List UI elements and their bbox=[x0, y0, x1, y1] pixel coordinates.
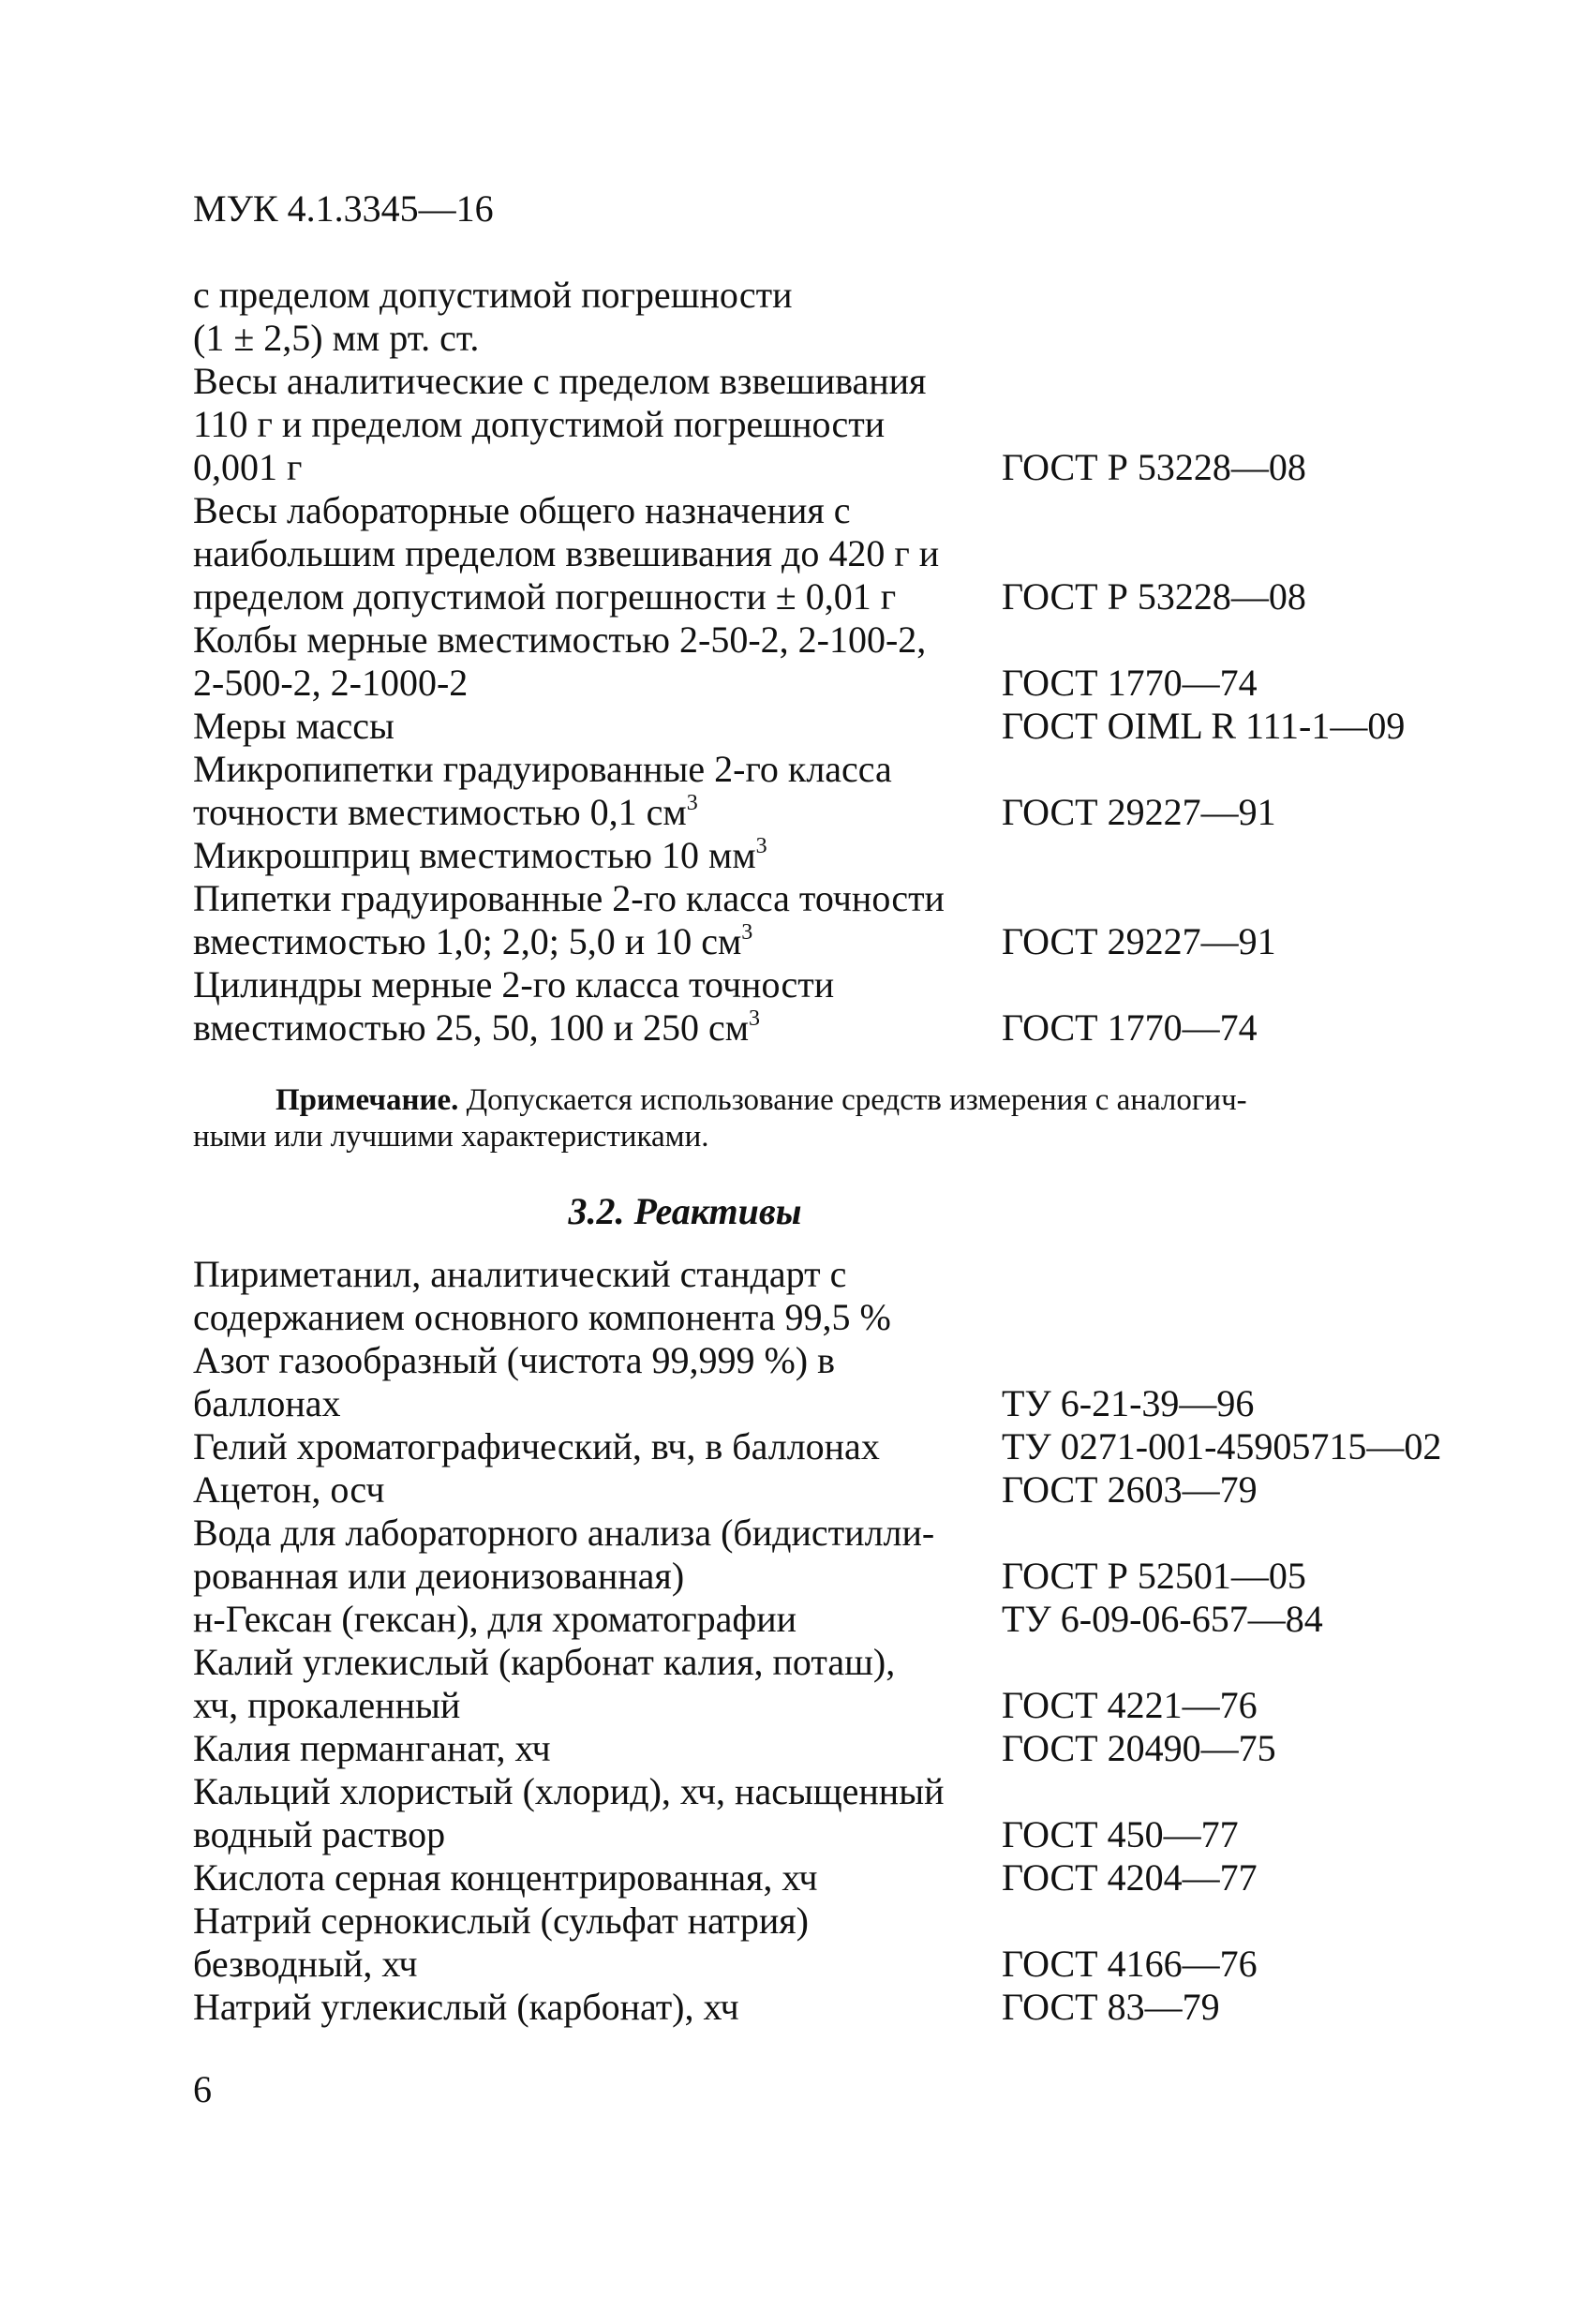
reagent-row-text bbox=[193, 1296, 891, 1339]
reagent-row-label: н-Гексан (гексан), для хроматографии bbox=[193, 1598, 797, 1640]
instrument-row-text bbox=[193, 920, 752, 963]
reagent-row bbox=[193, 1555, 1458, 1598]
reagent-row bbox=[193, 1425, 1458, 1468]
instrument-row-label: вместимостью 1,0; 2,0; 5,0 и 10 см bbox=[193, 920, 742, 962]
instrument-row bbox=[193, 1006, 1458, 1050]
reagent-row-text bbox=[193, 1856, 818, 1899]
reagent-row-label: Натрий углекислый (карбонат), хч bbox=[193, 1986, 739, 2028]
instrument-row bbox=[193, 834, 1458, 877]
instrument-row bbox=[193, 317, 1458, 360]
instrument-row bbox=[193, 274, 1458, 317]
note-label: Примечание. bbox=[275, 1083, 459, 1117]
reagent-row-standard-ref: ГОСТ 4166—76 bbox=[1002, 1943, 1258, 1985]
instrument-row bbox=[193, 920, 1458, 963]
superscript: 3 bbox=[686, 791, 698, 815]
reagent-row-text bbox=[193, 1253, 846, 1296]
instrument-row-label: 2-500-2, 2-1000-2 bbox=[193, 662, 469, 704]
reagents-list bbox=[193, 1253, 1458, 2029]
reagent-row-text bbox=[193, 1512, 934, 1555]
reagent-row bbox=[193, 1296, 1458, 1339]
instrument-row-label: вместимостью 25, 50, 100 и 250 см bbox=[193, 1006, 750, 1049]
reagent-row-text bbox=[193, 1598, 796, 1641]
instrument-row-label: 110 г и пределом допустимой погрешности bbox=[193, 403, 886, 445]
instrument-row-label: Микрошприц вместимостью 10 мм bbox=[193, 834, 756, 876]
instrument-row-text bbox=[193, 489, 851, 532]
instrument-row bbox=[193, 575, 1458, 618]
instrument-row-text bbox=[193, 662, 468, 705]
instrument-row-label: Меры массы bbox=[193, 705, 395, 747]
reagent-row-label: Ацетон, осч bbox=[193, 1468, 385, 1511]
reagent-row-text bbox=[193, 1943, 418, 1986]
reagent-row-label: содержанием основного компонента 99,5 % bbox=[193, 1296, 891, 1338]
reagent-row-label: Пириметанил, аналитический стандарт с bbox=[193, 1253, 847, 1295]
reagent-row bbox=[193, 1598, 1458, 1641]
reagent-row bbox=[193, 1899, 1458, 1943]
reagent-row-text bbox=[193, 1899, 809, 1943]
instrument-row-standard-ref: ГОСТ Р 53228—08 bbox=[1002, 446, 1306, 488]
instrument-row-text bbox=[193, 532, 939, 575]
instrument-row-text bbox=[193, 403, 885, 446]
reagent-row bbox=[193, 1641, 1458, 1684]
section-title: 3.2. Реактивы bbox=[568, 1190, 802, 1232]
reagent-row bbox=[193, 1684, 1458, 1727]
reagent-row-standard-ref: ГОСТ 4221—76 bbox=[1002, 1684, 1258, 1726]
reagent-row-text bbox=[193, 1468, 384, 1512]
reagent-row bbox=[193, 1339, 1458, 1382]
instrument-row-standard-ref: ГОСТ 1770—74 bbox=[1002, 1006, 1258, 1049]
reagent-row-standard-ref: ГОСТ Р 52501—05 bbox=[1002, 1555, 1306, 1597]
reagent-row-text bbox=[193, 1727, 551, 1770]
instrument-row-text bbox=[193, 705, 395, 748]
reagent-row bbox=[193, 1856, 1458, 1899]
reagent-row-standard-ref: ГОСТ 4204—77 bbox=[1002, 1856, 1258, 1899]
instrument-row bbox=[193, 748, 1458, 791]
superscript: 3 bbox=[749, 1006, 761, 1031]
reagent-row-label: Калий углекислый (карбонат калия, поташ), bbox=[193, 1641, 896, 1683]
instrument-row-text bbox=[193, 1006, 760, 1050]
instrument-row-text bbox=[193, 748, 892, 791]
reagent-row bbox=[193, 1382, 1458, 1425]
reagent-row-text bbox=[193, 1382, 341, 1425]
reagent-row-text bbox=[193, 1684, 460, 1727]
instrument-row-text bbox=[193, 618, 926, 662]
instrument-row-label: точности вместимостью 0,1 см bbox=[193, 791, 687, 833]
instrument-row-label: Пипетки градуированные 2-го класса точности bbox=[193, 877, 945, 919]
reagent-row-label: Кислота серная концентрированная, хч bbox=[193, 1856, 818, 1899]
instrument-row-label: 0,001 г bbox=[193, 446, 303, 488]
reagent-row-label: рованная или деионизованная) bbox=[193, 1555, 685, 1597]
reagent-row-standard-ref: ГОСТ 83—79 bbox=[1002, 1986, 1220, 2028]
reagent-row-label: водный раствор bbox=[193, 1813, 446, 1855]
instrument-row-text bbox=[193, 360, 926, 403]
reagent-row-text bbox=[193, 1555, 684, 1598]
reagent-row bbox=[193, 1468, 1458, 1512]
reagent-row-label: хч, прокаленный bbox=[193, 1684, 461, 1726]
instrument-row-text bbox=[193, 274, 793, 317]
note-line-1 bbox=[193, 1082, 1247, 1119]
note-line-2: ными или лучшими характеристиками. bbox=[193, 1120, 709, 1154]
instrument-row bbox=[193, 877, 1458, 920]
instrument-row-label: Колбы мерные вместимостью 2-50-2, 2-100-2, bbox=[193, 618, 927, 661]
instruments-list bbox=[193, 274, 1458, 1050]
instrument-row-text bbox=[193, 877, 945, 920]
instrument-row-text bbox=[193, 317, 479, 360]
reagent-row-label: баллонах bbox=[193, 1382, 341, 1424]
instrument-row-label: Цилиндры мерные 2-го класса точности bbox=[193, 963, 835, 1006]
reagent-row-text bbox=[193, 1641, 895, 1684]
reagent-row bbox=[193, 1986, 1458, 2029]
reagent-row bbox=[193, 1813, 1458, 1856]
instrument-row-label: наибольшим пределом взвешивания до 420 г и bbox=[193, 532, 940, 574]
reagent-row-standard-ref: ГОСТ 20490—75 bbox=[1002, 1727, 1276, 1769]
instrument-row-text bbox=[193, 791, 698, 834]
reagent-row-label: Азот газообразный (чистота 99,999 %) в bbox=[193, 1339, 835, 1381]
reagent-row-label: безводный, хч bbox=[193, 1943, 418, 1985]
reagent-row-standard-ref: ГОСТ 450—77 bbox=[1002, 1813, 1239, 1855]
reagent-row-text bbox=[193, 1770, 944, 1813]
reagent-row bbox=[193, 1727, 1458, 1770]
instrument-row-standard-ref: ГОСТ OIML R 111-1—09 bbox=[1002, 705, 1406, 747]
reagent-row bbox=[193, 1770, 1458, 1813]
instrument-row bbox=[193, 618, 1458, 662]
reagent-row-standard-ref: ГОСТ 2603—79 bbox=[1002, 1468, 1258, 1511]
instrument-row-text bbox=[193, 575, 896, 618]
reagent-row-standard-ref: ТУ 6-21-39—96 bbox=[1002, 1382, 1255, 1424]
page-number: 6 bbox=[193, 2068, 212, 2110]
reagent-row bbox=[193, 1943, 1458, 1986]
instrument-row-label: Весы аналитические с пределом взвешивания bbox=[193, 360, 927, 402]
instrument-row bbox=[193, 963, 1458, 1006]
reagent-row-label: Гелий хроматографический, вч, в баллонах bbox=[193, 1425, 880, 1467]
instrument-row-text bbox=[193, 446, 302, 489]
reagent-row-label: Натрий сернокислый (сульфат натрия) bbox=[193, 1899, 809, 1942]
reagent-row-standard-ref: ТУ 6-09-06-657—84 bbox=[1002, 1598, 1323, 1640]
instrument-row-standard-ref: ГОСТ 1770—74 bbox=[1002, 662, 1258, 704]
instrument-row bbox=[193, 791, 1458, 834]
reagent-row-text bbox=[193, 1425, 880, 1468]
superscript: 3 bbox=[755, 834, 767, 858]
instrument-row bbox=[193, 705, 1458, 748]
instrument-row-standard-ref: ГОСТ 29227—91 bbox=[1002, 791, 1276, 833]
instrument-row-label: Весы лабораторные общего назначения с bbox=[193, 489, 851, 531]
note bbox=[193, 1082, 1247, 1155]
instrument-row bbox=[193, 446, 1458, 489]
reagent-row-standard-ref: ТУ 0271-001-45905715—02 bbox=[1002, 1425, 1442, 1467]
reagent-row-label: Кальций хлористый (хлорид), хч, насыщенный bbox=[193, 1770, 945, 1812]
instrument-row-standard-ref: ГОСТ 29227—91 bbox=[1002, 920, 1276, 962]
instrument-row-text bbox=[193, 834, 767, 877]
instrument-row-standard-ref: ГОСТ Р 53228—08 bbox=[1002, 575, 1306, 618]
document-header: МУК 4.1.3345—16 bbox=[193, 187, 494, 230]
instrument-row bbox=[193, 403, 1458, 446]
instrument-row-label: (1 ± 2,5) мм рт. ст. bbox=[193, 317, 480, 359]
instrument-row bbox=[193, 360, 1458, 403]
reagent-row-text bbox=[193, 1813, 445, 1856]
instrument-row bbox=[193, 489, 1458, 532]
reagent-row-label: Калия перманганат, хч bbox=[193, 1727, 551, 1769]
reagent-row-text bbox=[193, 1339, 835, 1382]
instrument-row-label: Микропипетки градуированные 2-го класса bbox=[193, 748, 892, 790]
instrument-row-text bbox=[193, 963, 834, 1006]
instrument-row bbox=[193, 532, 1458, 575]
instrument-row-label: с пределом допустимой погрешности bbox=[193, 274, 793, 316]
reagent-row bbox=[193, 1253, 1458, 1296]
note-text-1: Допускается использование средств измерения с аналогич- bbox=[466, 1083, 1247, 1117]
instrument-row bbox=[193, 662, 1458, 705]
superscript: 3 bbox=[741, 920, 753, 945]
instrument-row-label: пределом допустимой погрешности ± 0,01 г bbox=[193, 575, 897, 618]
reagent-row-label: Вода для лабораторного анализа (бидистилли- bbox=[193, 1512, 935, 1554]
reagent-row-text bbox=[193, 1986, 739, 2029]
reagent-row bbox=[193, 1512, 1458, 1555]
